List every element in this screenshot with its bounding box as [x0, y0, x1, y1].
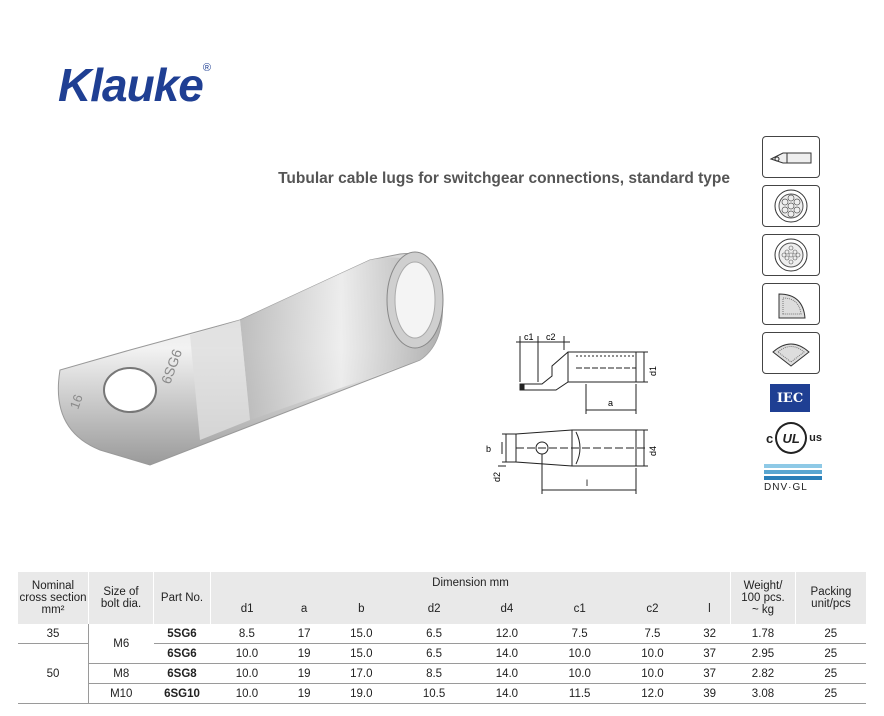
brand-name: Klauke — [58, 59, 203, 111]
table-row — [18, 664, 866, 684]
cell-bolt: M8 — [89, 664, 154, 684]
header-d2: d2 — [398, 594, 471, 624]
cell-d4: 14.0 — [470, 644, 543, 664]
cell-bolt: M10 — [89, 684, 154, 704]
header-packing-line1: Packing — [810, 586, 852, 598]
cell-c2: 12.0 — [616, 684, 689, 704]
sector-stranded-conductor-icon — [762, 332, 820, 374]
cell-part: 5SG6 — [154, 624, 211, 644]
cell-nominal: 50 — [18, 644, 89, 704]
header-packing-line2: unit/pcs — [811, 598, 851, 610]
cell-b: 15.0 — [325, 624, 398, 644]
dnv-gl-text: DNV·GL — [764, 482, 808, 493]
table-row — [18, 684, 866, 704]
header-bolt — [89, 572, 154, 624]
cell-a: 17 — [283, 624, 325, 644]
cell-c1: 10.0 — [543, 644, 616, 664]
cell-l: 32 — [689, 624, 731, 644]
header-d4: d4 — [470, 594, 543, 624]
cell-c2: 10.0 — [616, 644, 689, 664]
table-row — [18, 624, 866, 644]
label-b: b — [486, 444, 492, 454]
cell-d4: 14.0 — [470, 664, 543, 684]
label-l: l — [586, 478, 588, 488]
cell-d2: 8.5 — [398, 664, 471, 684]
header-b: b — [325, 594, 398, 624]
header-dimension: Dimension mm — [211, 572, 731, 594]
header-nominal-line3: mm² — [41, 604, 65, 616]
technical-drawing — [476, 326, 686, 506]
cell-d1: 8.5 — [211, 624, 284, 644]
cell-b: 15.0 — [325, 644, 398, 664]
cell-weight: 2.95 — [731, 644, 796, 664]
cable-lug-icon — [762, 136, 820, 178]
cell-weight: 3.08 — [731, 684, 796, 704]
label-c2: c2 — [546, 332, 556, 342]
cell-part: 6SG8 — [154, 664, 211, 684]
sector-solid-conductor-icon — [762, 283, 820, 325]
header-d1: d1 — [211, 594, 284, 624]
cable-lug-photo — [40, 240, 460, 500]
cell-d2: 10.5 — [398, 684, 471, 704]
cell-pack: 25 — [796, 684, 867, 704]
cell-d1: 10.0 — [211, 684, 284, 704]
cell-d2: 6.5 — [398, 624, 471, 644]
cell-part: 6SG10 — [154, 684, 211, 704]
label-a: a — [608, 398, 614, 408]
round-stranded-conductor-icon — [762, 234, 820, 276]
cell-c1: 11.5 — [543, 684, 616, 704]
label-c1: c1 — [524, 332, 534, 342]
iec-cert-logo: IEC — [770, 384, 810, 412]
header-nominal-line2: cross section — [19, 592, 87, 604]
cell-l: 39 — [689, 684, 731, 704]
header-weight — [731, 572, 796, 624]
brand-logo — [58, 58, 210, 112]
ul-us-mark: us — [809, 432, 822, 444]
cell-l: 37 — [689, 644, 731, 664]
cell-b: 17.0 — [325, 664, 398, 684]
cell-c2: 7.5 — [616, 624, 689, 644]
cell-weight: 1.78 — [731, 624, 796, 644]
header-l: l — [689, 594, 731, 624]
cell-d2: 6.5 — [398, 644, 471, 664]
product-title: Tubular cable lugs for switchgear connections, standard type — [278, 170, 730, 187]
header-weight-line3: ~ kg — [751, 604, 775, 616]
cell-a: 19 — [283, 644, 325, 664]
header-weight-line1: Weight/ — [743, 580, 783, 592]
ul-c-mark: c — [766, 430, 774, 446]
cell-b: 19.0 — [325, 684, 398, 704]
cell-pack: 25 — [796, 624, 867, 644]
header-part-no: Part No. — [154, 572, 211, 624]
cell-a: 19 — [283, 664, 325, 684]
cell-nominal: 35 — [18, 624, 89, 644]
cell-c1: 7.5 — [543, 624, 616, 644]
registered-mark: ® — [202, 62, 210, 74]
cell-d1: 10.0 — [211, 644, 284, 664]
header-c2: c2 — [616, 594, 689, 624]
header-bolt-line1: Size of — [103, 586, 139, 598]
header-packing — [796, 572, 867, 624]
round-solid-conductor-icon — [762, 185, 820, 227]
cell-weight: 2.82 — [731, 664, 796, 684]
photo-stamp-small: 16 — [66, 392, 86, 412]
icon-column — [762, 136, 822, 493]
cell-a: 19 — [283, 684, 325, 704]
header-c1: c1 — [543, 594, 616, 624]
cell-pack: 25 — [796, 644, 867, 664]
header-nominal — [18, 572, 89, 624]
cell-part: 6SG6 — [154, 644, 211, 664]
cell-bolt: M6 — [89, 624, 154, 664]
cell-d4: 12.0 — [470, 624, 543, 644]
cell-pack: 25 — [796, 664, 867, 684]
cell-l: 37 — [689, 664, 731, 684]
label-d1: d1 — [648, 365, 658, 376]
specification-table — [18, 572, 866, 704]
label-d4: d4 — [648, 445, 658, 456]
header-weight-line2: 100 pcs. — [741, 592, 785, 604]
header-bolt-line2: bolt dia. — [100, 598, 142, 610]
header-nominal-line1: Nominal — [31, 580, 75, 592]
cell-c2: 10.0 — [616, 664, 689, 684]
photo-stamp: 6SG6 — [157, 346, 186, 387]
ul-mark: UL — [775, 422, 807, 454]
ul-cert-logo — [766, 422, 822, 454]
cell-c1: 10.0 — [543, 664, 616, 684]
dnv-gl-cert-logo — [764, 464, 822, 493]
cell-d4: 14.0 — [470, 684, 543, 704]
label-d2: d2 — [492, 471, 502, 482]
cell-d1: 10.0 — [211, 664, 284, 684]
header-a: a — [283, 594, 325, 624]
